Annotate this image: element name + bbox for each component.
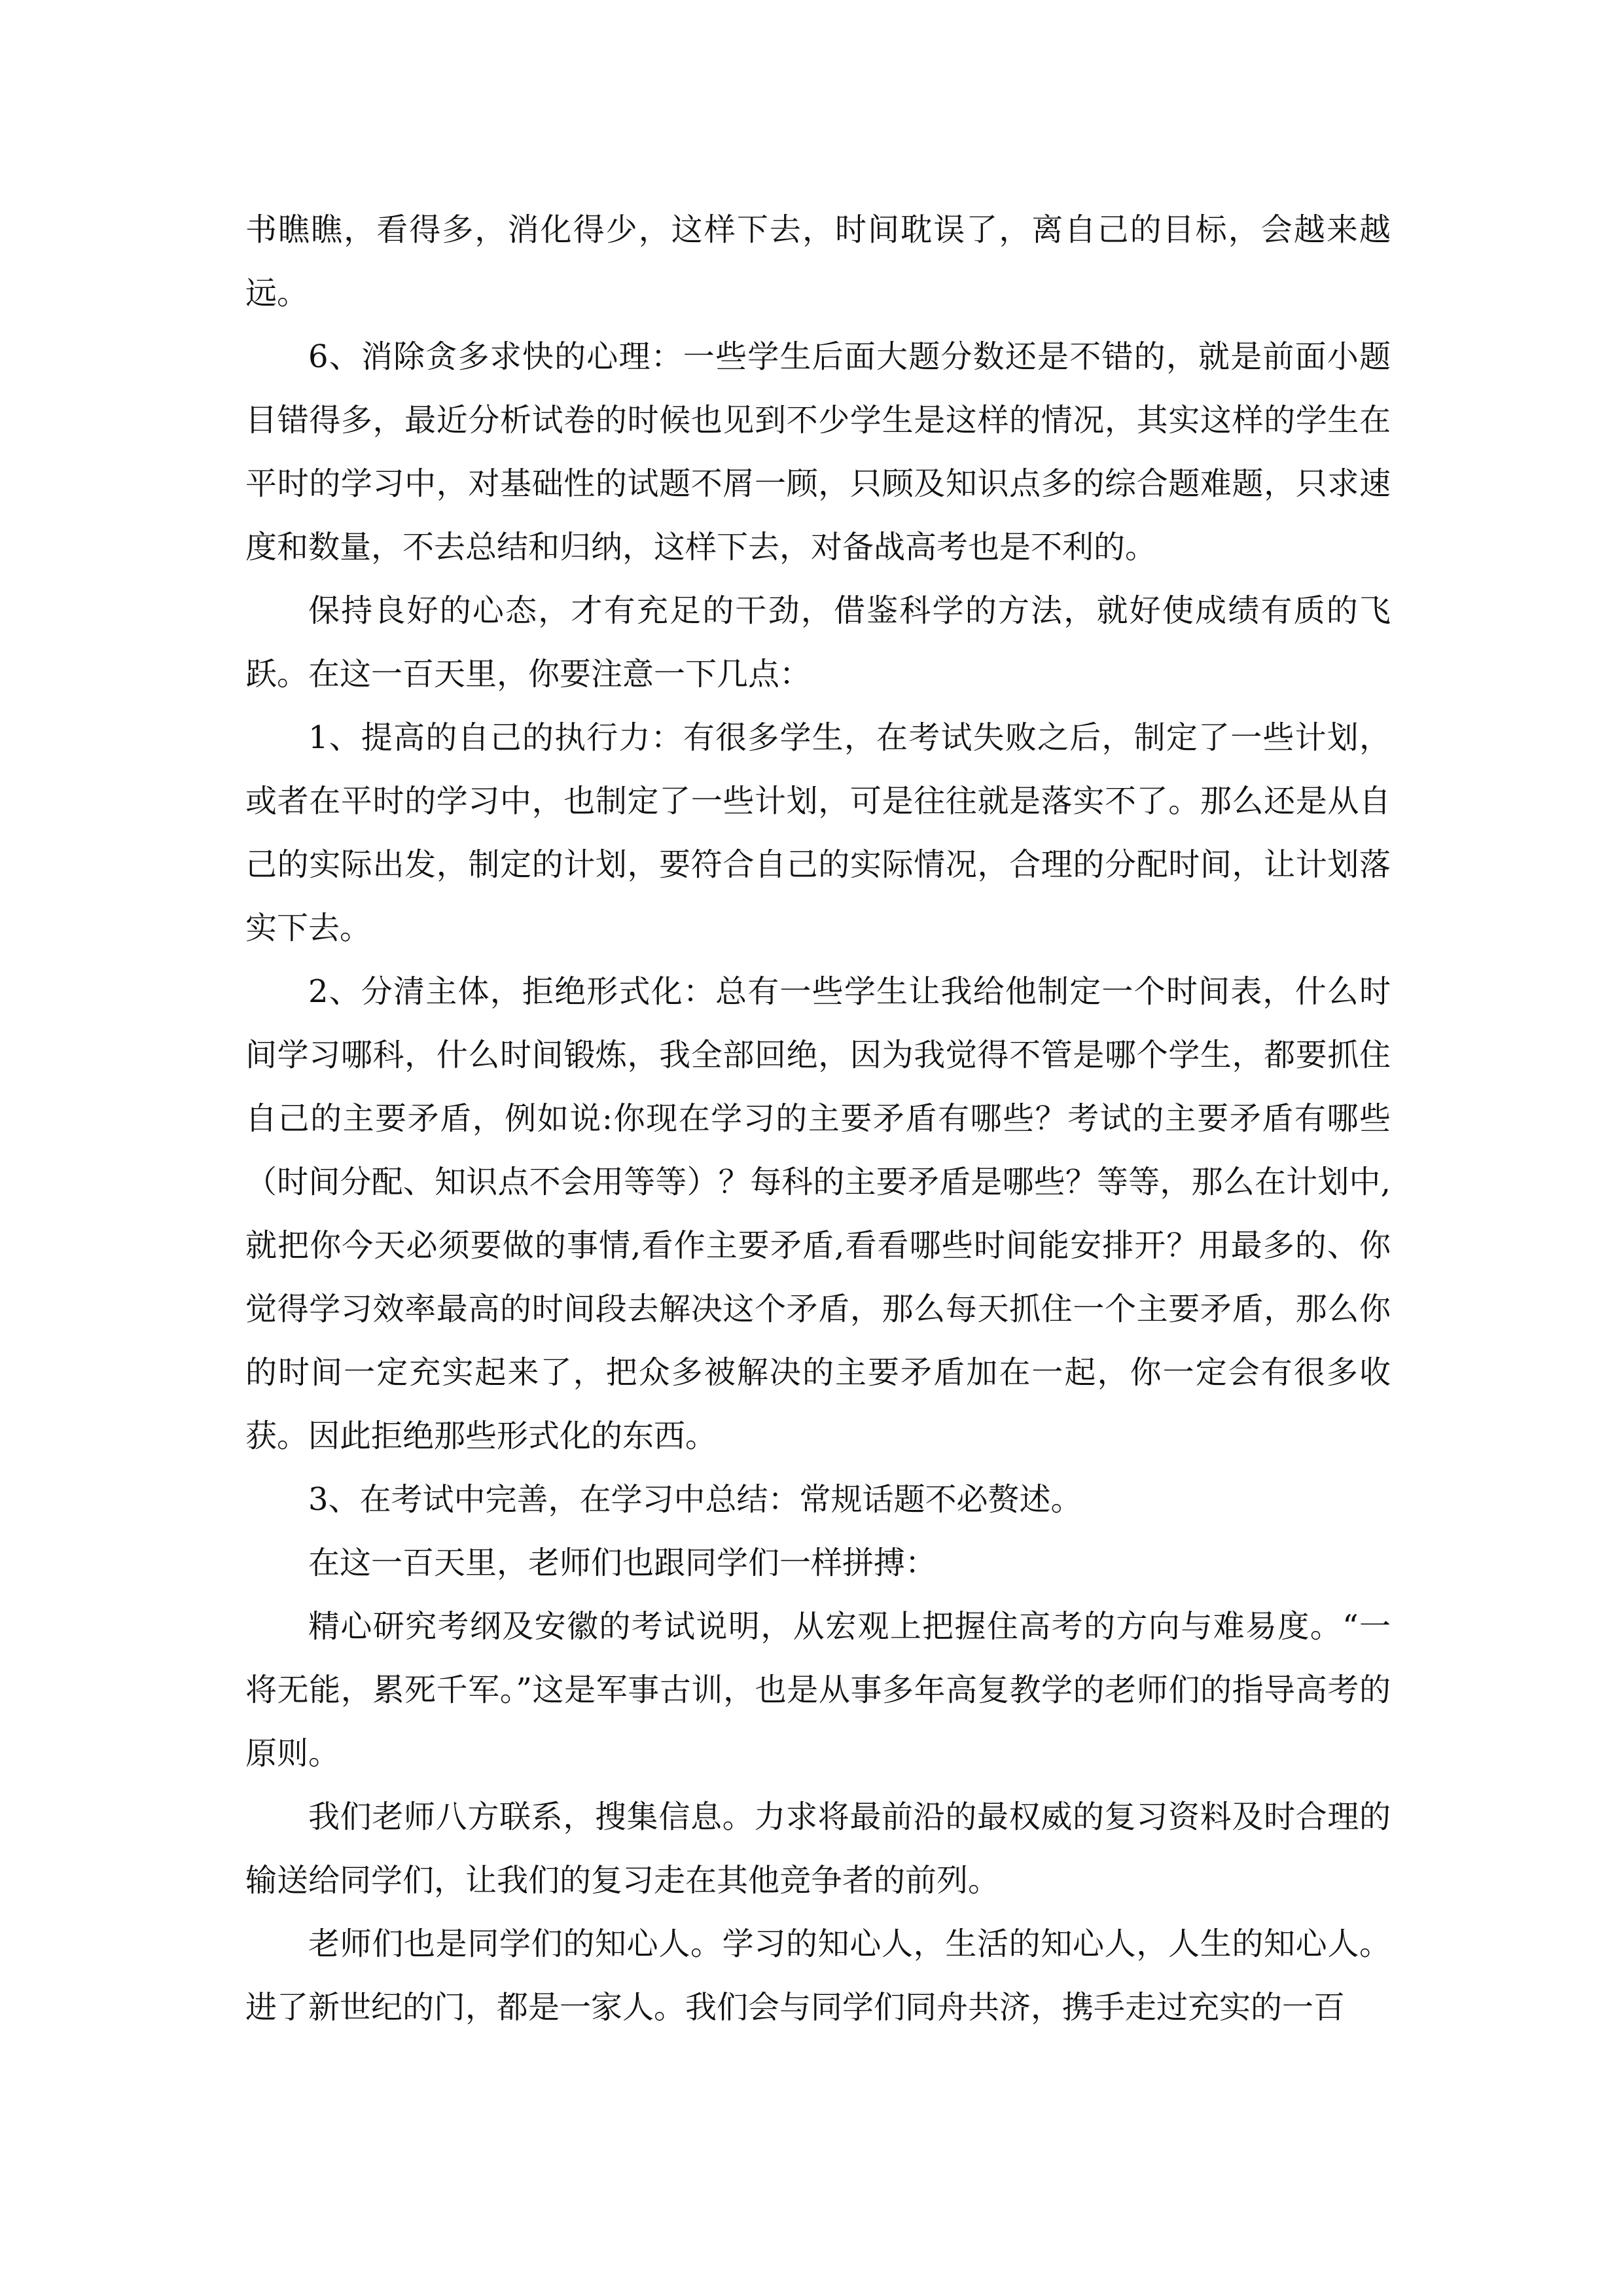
- paragraph-attitude: 保持良好的心态，才有充足的干劲，借鉴科学的方法，就好使成绩有质的飞跃。在这一百天里，你要注意一下几点：: [245, 592, 1391, 692]
- paragraph-confidants: 老师们也是同学们的知心人。学习的知心人，生活的知心人，人生的知心人。进了新世纪的门，都是一家人。我们会与同学们同舟共济，携手走过充实的一百: [245, 1926, 1391, 2026]
- paragraph-information: 我们老师八方联系，搜集信息。力求将最前沿的最权威的复习资料及时合理的输送给同学们，让我们的复习走在其他竞争者的前列。: [245, 1799, 1391, 1899]
- document-body: [245, 198, 1391, 2039]
- paragraph-point-3: 3、在考试中完善，在学习中总结：常规话题不必赘述。: [308, 1481, 1082, 1518]
- paragraph-continuation: 书瞧瞧，看得多，消化得少，这样下去，时间耽误了，离自己的目标，会越来越远。: [245, 211, 1391, 312]
- paragraph-exam-outline: 精心研究考纲及安徽的考试说明，从宏观上把握住高考的方向与难易度。“一将无能，累死千军。”这是军事古训，也是从事多年高复教学的老师们的指导高考的原则。: [245, 1608, 1391, 1772]
- paragraph-point-6: 6、消除贪多求快的心理：一些学生后面大题分数还是不错的，就是前面小题目错得多，最近分析试卷的时候也见到不少学生是这样的情况，其实这样的学生在平时的学习中，对基础性的试题不屑一顾，只顾及知识点多的综合题难题，只求速度和数量，不去总结和归纳，这样下去，对备战高考也是不利的。: [245, 338, 1391, 565]
- paragraph-point-2: 2、分清主体，拒绝形式化：总有一些学生让我给他制定一个时间表，什么时间学习哪科，什么时间锻炼，我全部回绝，因为我觉得不管是哪个学生，都要抓住自己的主要矛盾，例如说:你现在学习的主要矛盾有哪些？考试的主要矛盾有哪些（时间分配、知识点不会用等等）？每科的主要矛盾是哪些？等等，那么在计划中,就把你今天必须要做的事情,看作主要矛盾,看看哪些时间能安排开？用最多的、你觉得学习效率最高的时间段去解决这个矛盾，那么每天抓住一个主要矛盾，那么你的时间一定充实起来了，把众多被解决的主要矛盾加在一起，你一定会有很多收获。因此拒绝那些形式化的东西。: [245, 973, 1391, 1454]
- paragraph-teachers-intro: 在这一百天里，老师们也跟同学们一样拼搏：: [308, 1545, 937, 1581]
- paragraph-point-1: 1、提高的自己的执行力：有很多学生，在考试失败之后，制定了一些计划，或者在平时的学习中，也制定了一些计划，可是往往就是落实不了。那么还是从自己的实际出发，制定的计划，要符合自己的实际情况，合理的分配时间，让计划落实下去。: [245, 719, 1391, 946]
